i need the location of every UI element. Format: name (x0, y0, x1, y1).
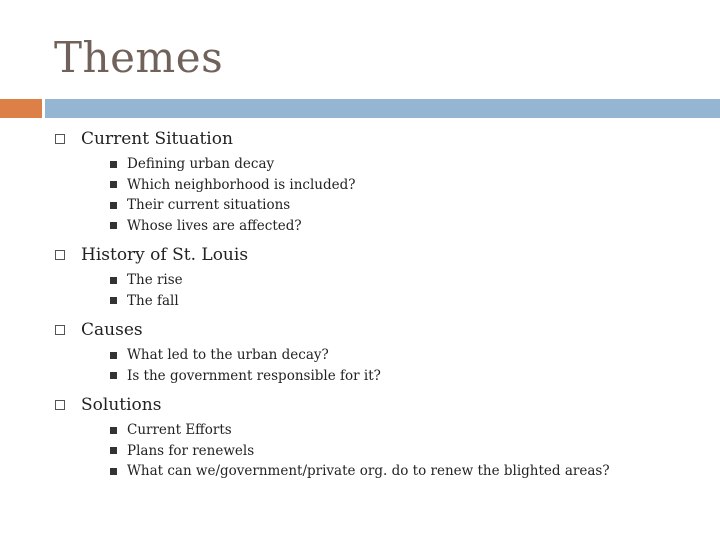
accent-bar-right (45, 99, 720, 118)
filled-square-bullet-icon (110, 277, 117, 284)
list-item-label: What can we/government/private org. do to renew the blighted areas? (127, 463, 610, 480)
section-solutions (54, 392, 694, 482)
hollow-square-bullet-icon (55, 250, 65, 260)
bullet-content (54, 126, 694, 488)
accent-bar-left (0, 99, 42, 118)
filled-square-bullet-icon (110, 202, 117, 209)
list-item-label: The rise (127, 272, 183, 289)
filled-square-bullet-icon (110, 297, 117, 304)
list-item (54, 216, 694, 237)
section-heading (54, 242, 694, 268)
section-heading (54, 317, 694, 343)
list-item-label: What led to the urban decay? (127, 347, 329, 364)
section-label: Causes (81, 320, 143, 340)
list-item-label: Plans for renewels (127, 442, 255, 459)
list-item-label: Which neighborhood is included? (127, 176, 356, 193)
list-item-label: Whose lives are affected? (127, 217, 302, 234)
section-label: Current Situation (81, 129, 233, 149)
section-history-of-st-louis (54, 242, 694, 311)
filled-square-bullet-icon (110, 222, 117, 229)
section-current-situation (54, 126, 694, 236)
hollow-square-bullet-icon (55, 400, 65, 410)
filled-square-bullet-icon (110, 352, 117, 359)
sub-list (54, 270, 694, 311)
list-item-label: Current Efforts (127, 422, 232, 439)
sub-list (54, 420, 694, 482)
section-heading (54, 392, 694, 418)
list-item (54, 175, 694, 196)
hollow-square-bullet-icon (55, 325, 65, 335)
sub-list (54, 154, 694, 236)
filled-square-bullet-icon (110, 372, 117, 379)
filled-square-bullet-icon (110, 447, 117, 454)
section-label: History of St. Louis (81, 245, 249, 265)
list-item (54, 366, 694, 387)
list-item (54, 195, 694, 216)
filled-square-bullet-icon (110, 181, 117, 188)
list-item-label: Their current situations (127, 197, 291, 214)
list-item-label: Is the government responsible for it? (127, 367, 381, 384)
section-heading (54, 126, 694, 152)
list-item-label: Defining urban decay (127, 156, 275, 173)
list-item (54, 345, 694, 366)
hollow-square-bullet-icon (55, 134, 65, 144)
section-label: Solutions (81, 395, 162, 415)
list-item (54, 461, 694, 482)
filled-square-bullet-icon (110, 427, 117, 434)
slide-title: Themes (54, 33, 224, 82)
list-item (54, 270, 694, 291)
list-item (54, 291, 694, 312)
sub-list (54, 345, 694, 386)
list-item (54, 441, 694, 462)
list-item-label: The fall (127, 292, 179, 309)
filled-square-bullet-icon (110, 161, 117, 168)
list-item (54, 420, 694, 441)
section-causes (54, 317, 694, 386)
list-item (54, 154, 694, 175)
filled-square-bullet-icon (110, 468, 117, 475)
